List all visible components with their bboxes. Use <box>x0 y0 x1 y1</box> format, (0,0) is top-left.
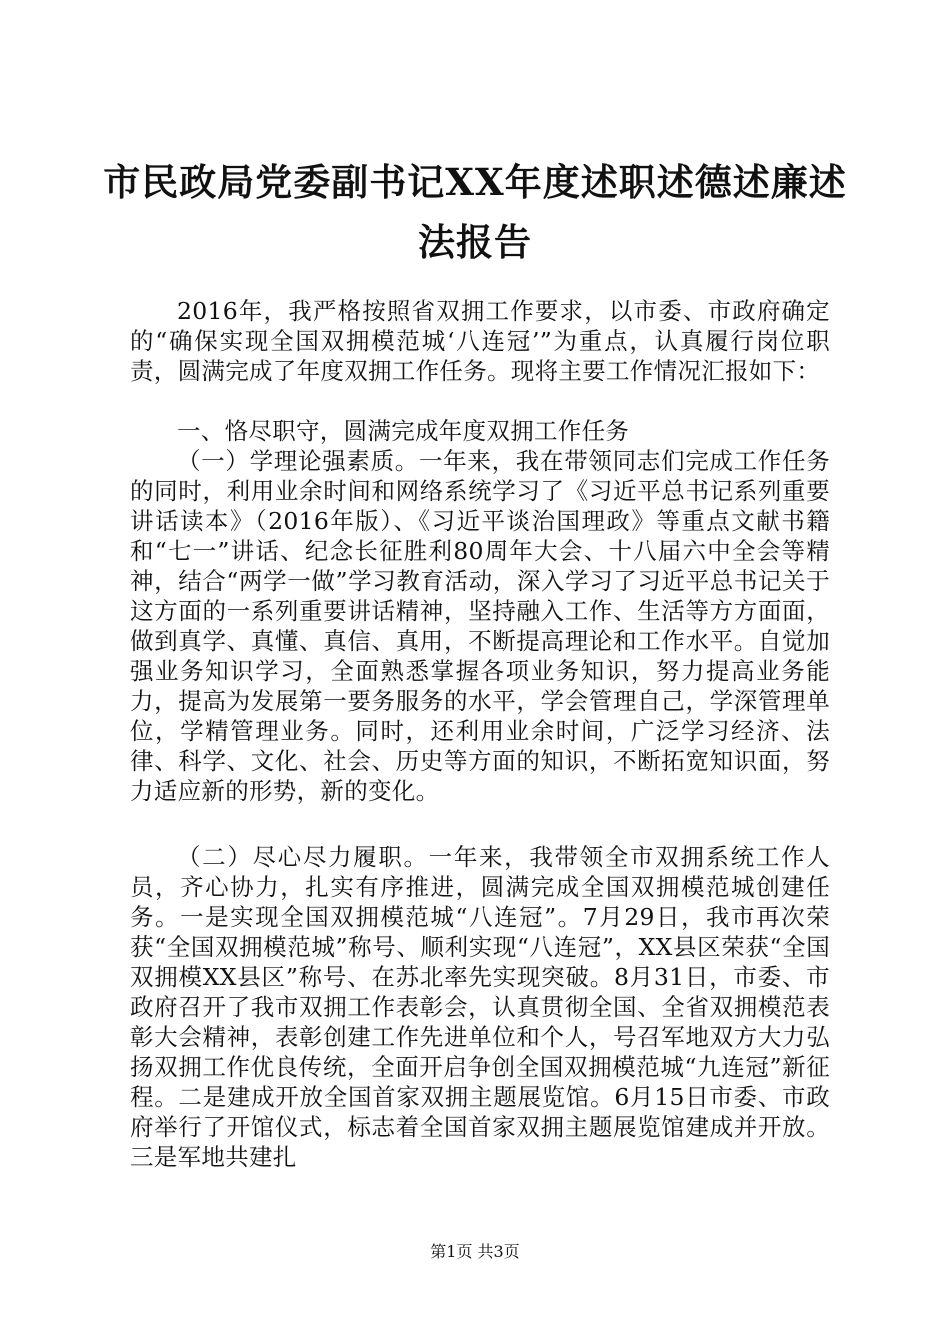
document-title-line-2: 法报告 <box>418 220 532 264</box>
section-heading-1: 一、恪尽职守，圆满完成年度双拥工作任务 <box>177 417 630 445</box>
section-2-paragraph: （二）尽心尽力履职。一年来，我带领全市双拥系统工作人员，齐心协力，扎实有序推进，圆满完成全国双拥模范城创建任务。一是实现全国双拥模范城“八连冠”。7月29日，我市再次荣获“全国双拥模范城”称号、顺利实现“八连冠”，XX县区荣获“全国双拥模XX县区”称号、在苏北率先实现突破。8月31日，市委、市政府召开了我市双拥工作表彰会，认真贯彻全国、全省双拥模范表彰大会精神，表彰创建工作先进单位和个人，号召军地双方大力弘扬双拥工作优良传统，全面开启争创全国双拥模范城“九连冠”新征程。二是建成开放全国首家双拥主题展览馆。6月15日市委、市政府举行了开馆仪式，标志着全国首家双拥主题展览馆建成并开放。三是军地共建扎 <box>130 843 830 1171</box>
document-title-line-1: 市民政局党委副书记XX年度述职述德述廉述 <box>103 160 847 204</box>
section-1-paragraph: （一）学理论强素质。一年来，我在带领同志们完成工作任务的同时，利用业余时间和网络系统学习了《习近平总书记系列重要讲话读本》（2016年版）、《习近平谈治国理政》等重点文献书籍和“七一”讲话、纪念长征胜利80周年大会、十八届六中全会等精神，结合“两学一做”学习教育活动，深入学习了习近平总书记关于这方面的一系列重要讲话精神，坚持融入工作、生活等方方面面，做到真学、真懂、真信、真用，不断提高理论和工作水平。自觉加强业务知识学习，全面熟悉掌握各项业务知识，努力提高业务能力，提高为发展第一要务服务的水平，学会管理自己，学深管理单位，学精管理业务。同时，还利用业余时间，广泛学习经济、法律、科学、文化、社会、历史等方面的知识，不断拓宽知识面，努力适应新的形势，新的变化。 <box>130 447 830 805</box>
page-footer: 第1页 共3页 <box>430 1242 520 1261</box>
intro-paragraph: 2016年，我严格按照省双拥工作要求，以市委、市政府确定的“确保实现全国双拥模范城‘八连冠’”为重点，认真履行岗位职责，圆满完成了年度双拥工作任务。现将主要工作情况汇报如下： <box>130 297 830 385</box>
